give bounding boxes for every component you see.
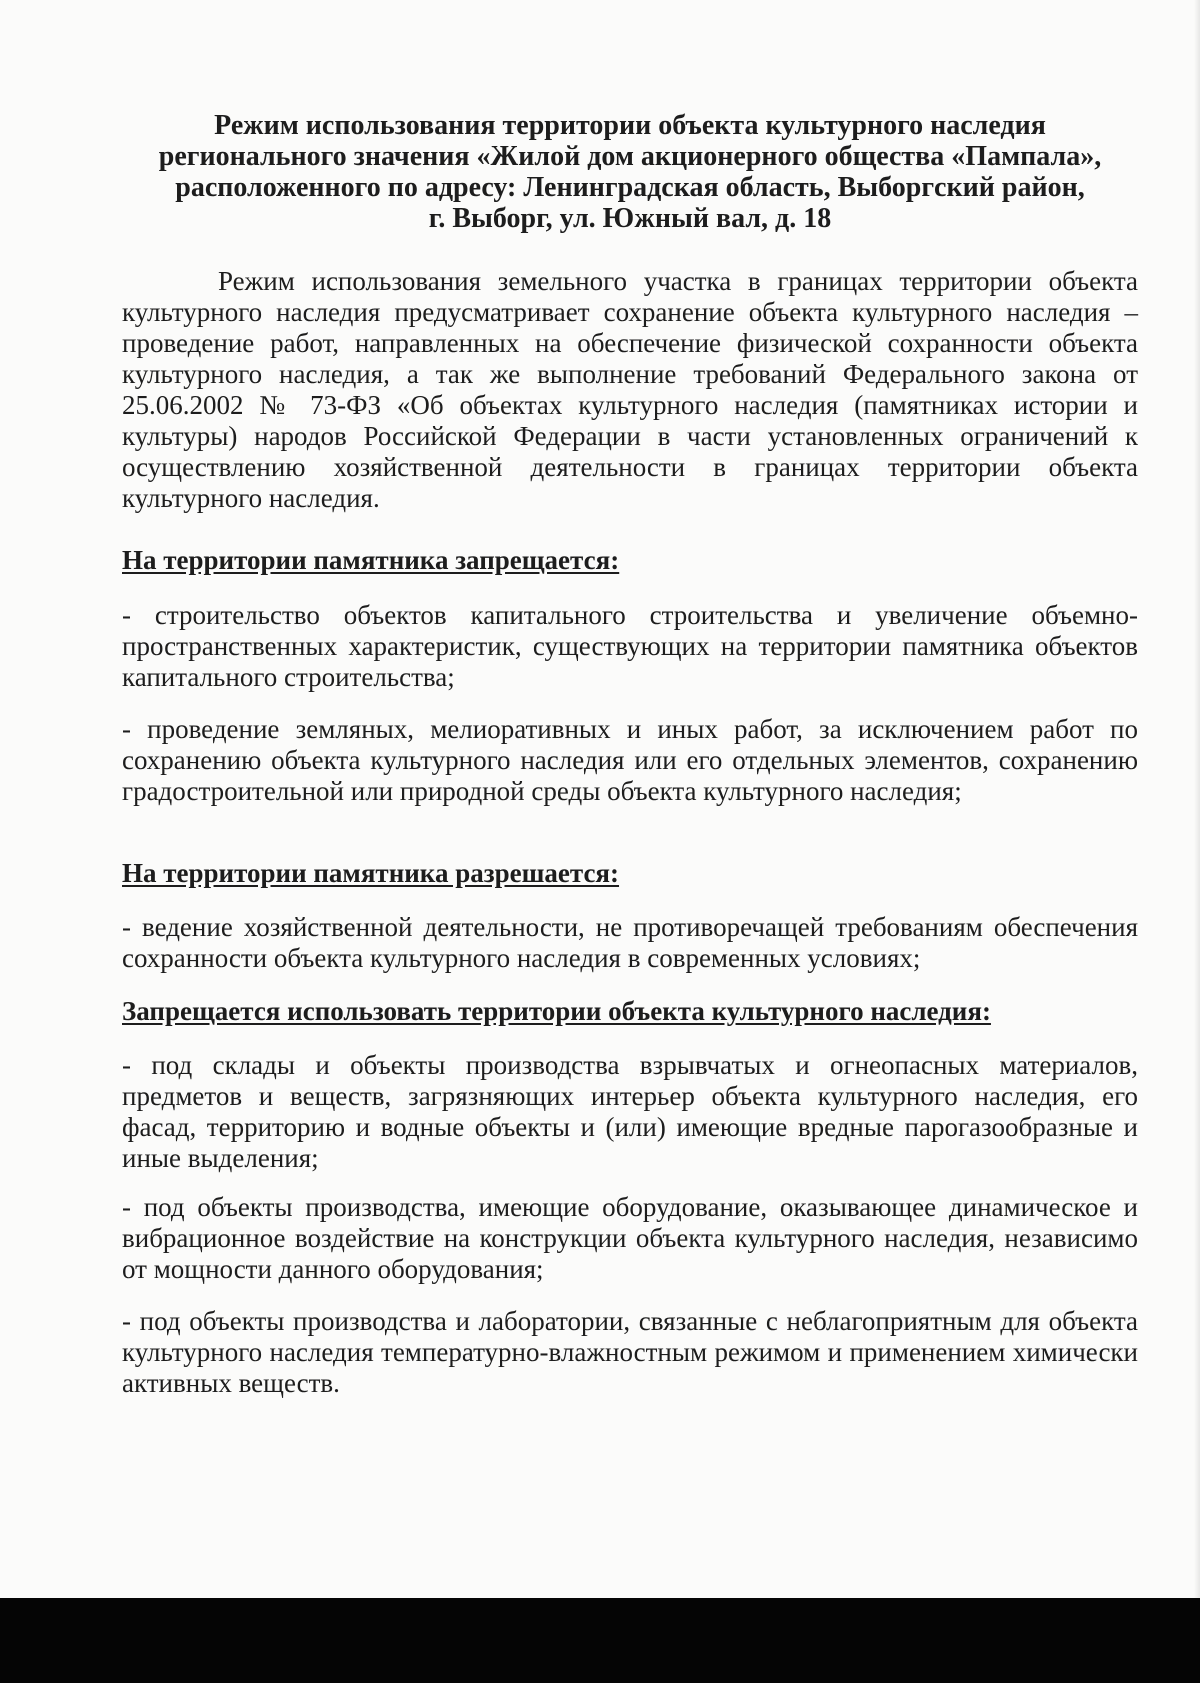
- document-title: [122, 110, 1138, 234]
- title-line: регионального значения «Жилой дом акционерного общества «Пампала»,: [158, 141, 1102, 172]
- prohibited-item: - строительство объектов капитального строительства и увеличение объемно-пространственных характеристик, существующих на территории памятника объектов капитального строительства;: [122, 600, 1138, 692]
- scan-edge-shadow: [1194, 0, 1200, 1598]
- usage-prohibited-item: - под объекты производства, имеющие оборудование, оказывающее динамическое и вибрационное воздействие на конструкции объекта культурного наследия, независимо от мощности данного оборудования;: [122, 1192, 1138, 1284]
- allowed-heading: На территории памятника разрешается:: [122, 858, 620, 888]
- intro-paragraph: Режим использования земельного участка в границах территории объекта культурного наследия предусматривает сохранение объекта культурного наследия – проведение работ, направленных на обеспечение физической сохранности объекта культурного наследия, а так же выполнение требований Федерального закона от 25.06.2002 № 73-ФЗ «Об объектах культурного наследия (памятниках истории и культуры) народов Российской Федерации в части установленных ограничений к осуществлению хозяйственной деятельности в границах территории объекта культурного наследия.: [122, 266, 1138, 513]
- usage-prohibited-item: - под склады и объекты производства взрывчатых и огнеопасных материалов, предметов и веществ, загрязняющих интерьер объекта культурного наследия, его фасад, территорию и водные объекты и (или) имеющие вредные парогазообразные и иные выделения;: [122, 1050, 1138, 1173]
- title-line: расположенного по адресу: Ленинградская область, Выборгский район,: [175, 172, 1085, 203]
- usage-prohibited-item: - под объекты производства и лаборатории, связанные с неблагоприятным для объекта культурного наследия температурно-влажностным режимом и применением химически активных веществ.: [122, 1306, 1138, 1398]
- title-line: г. Выборг, ул. Южный вал, д. 18: [428, 203, 832, 234]
- usage-prohibited-heading: Запрещается использовать территории объекта культурного наследия:: [122, 996, 991, 1026]
- prohibited-heading: На территории памятника запрещается:: [122, 545, 620, 575]
- prohibited-item: - проведение земляных, мелиоративных и иных работ, за исключением работ по сохранению объекта культурного наследия или его отдельных элементов, сохранению градостроительной или природной среды объекта культурного наследия;: [122, 714, 1138, 806]
- scan-bottom-border: [0, 1598, 1200, 1683]
- title-line: Режим использования территории объекта культурного наследия: [214, 110, 1046, 141]
- allowed-item: - ведение хозяйственной деятельности, не противоречащей требованиям обеспечения сохранности объекта культурного наследия в современных условиях;: [122, 912, 1138, 973]
